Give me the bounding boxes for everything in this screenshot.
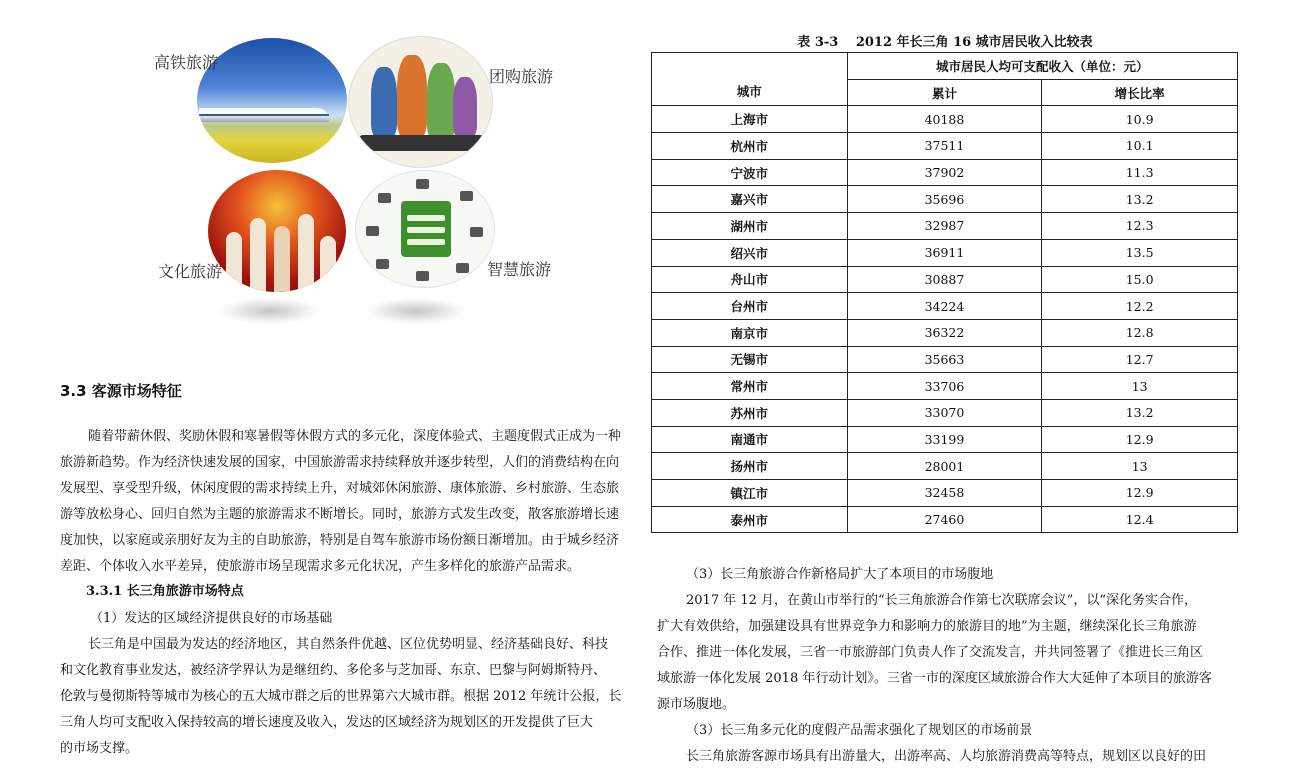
- intro-paragraph: [60, 424, 621, 580]
- point2-line: 2017 年 12 月，在黄山市举行的“长三角旅游合作第七次联席会议”，以“深化务实合作，: [686, 593, 1197, 608]
- point1-line: 的市场支撑。: [60, 741, 139, 756]
- total-cell: 33070: [847, 399, 1042, 426]
- total-cell: 32987: [847, 213, 1042, 240]
- total-cell: 36322: [847, 319, 1042, 346]
- point1-line: 长三角是中国最为发达的经济地区，其自然条件优越、区位优势明显、经济基础良好、科技: [88, 637, 609, 652]
- point1-block: [60, 606, 621, 762]
- shadow-left: [220, 298, 320, 324]
- point3-title: （3）长三角多元化的度假产品需求强化了规划区的市场前景: [686, 723, 1033, 738]
- point2-line: 扩大有效供给，加强建设具有世界竞争力和影响力的旅游目的地”为主题，继续深化长三角旅游: [657, 619, 1197, 634]
- city-cell: 南通市: [652, 426, 848, 453]
- city-cell: 绍兴市: [652, 239, 848, 266]
- table-row: [652, 453, 1238, 480]
- point2-line: 源市场腹地。: [657, 697, 736, 712]
- label-smart-tour: 智慧旅游: [487, 260, 552, 279]
- city-cell: 镇江市: [652, 480, 848, 507]
- growth-cell: 12.3: [1042, 213, 1238, 240]
- cultural-tourism-image: [208, 170, 346, 292]
- growth-cell: 12.8: [1042, 319, 1238, 346]
- city-cell: 舟山市: [652, 266, 848, 293]
- smart-tourism-diagram-image: [355, 170, 495, 288]
- point1-title: （1）发达的区域经济提供良好的市场基础: [90, 611, 333, 626]
- header-city: 城市: [652, 53, 848, 106]
- table-row: [652, 266, 1238, 293]
- table-row: [652, 373, 1238, 400]
- table-row: [652, 480, 1238, 507]
- table-row: [652, 213, 1238, 240]
- smart-hub-graphic: [401, 201, 451, 257]
- table-row: [652, 133, 1238, 160]
- growth-cell: 10.9: [1042, 106, 1238, 133]
- table-row: [652, 399, 1238, 426]
- growth-cell: 15.0: [1042, 266, 1238, 293]
- point2-line: 合作、推进一体化发展，三省一市旅游部门负责人作了交流发言，并共同签署了《推进长三角区: [657, 645, 1204, 660]
- growth-cell: 13: [1042, 373, 1238, 400]
- shadow-right: [366, 298, 466, 324]
- total-cell: 27460: [847, 506, 1042, 533]
- table-row: [652, 159, 1238, 186]
- intro-line: 旅游新趋势。作为经济快速发展的国家，中国旅游需求持续释放并逐步转型，人们的消费结构在向: [60, 455, 620, 470]
- city-cell: 宁波市: [652, 159, 848, 186]
- intro-line: 发展型、享受型升级，休闲度假的需求持续上升，对城郊休闲旅游、康体旅游、乡村旅游、生态旅: [60, 481, 620, 496]
- table-row: [652, 319, 1238, 346]
- group-tour-cartoon-image: [348, 36, 493, 168]
- intro-line: 度加快，以家庭或亲朋好友为主的自助旅游，特别是自驾车旅游市场份额日渐增加。由于城乡经济: [60, 533, 620, 548]
- total-cell: 40188: [847, 106, 1042, 133]
- table-row: [652, 293, 1238, 320]
- growth-cell: 12.7: [1042, 346, 1238, 373]
- city-cell: 上海市: [652, 106, 848, 133]
- table-body: [652, 106, 1238, 533]
- label-group-tour: 团购旅游: [489, 67, 554, 86]
- total-cell: 34224: [847, 293, 1042, 320]
- city-cell: 常州市: [652, 373, 848, 400]
- city-cell: 杭州市: [652, 133, 848, 160]
- table-row: [652, 106, 1238, 133]
- total-cell: 33199: [847, 426, 1042, 453]
- intro-line: 差距、个体收入水平差异，使旅游市场呈现需求多元化状况，产生多样化的旅游产品需求。: [60, 559, 581, 574]
- point3-line: 长三角旅游客源市场具有出游量大，出游率高、人均旅游消费高等特点，规划区以良好的田: [686, 749, 1207, 764]
- growth-cell: 12.9: [1042, 426, 1238, 453]
- growth-cell: 12.4: [1042, 506, 1238, 533]
- total-cell: 32458: [847, 480, 1042, 507]
- growth-cell: 11.3: [1042, 159, 1238, 186]
- city-cell: 台州市: [652, 293, 848, 320]
- city-cell: 南京市: [652, 319, 848, 346]
- header-income-group: 城市居民人均可支配收入（单位：元）: [847, 53, 1237, 80]
- point1-line: 三角人均可支配收入保持较高的增长速度及收入，发达的区域经济为规划区的开发提供了巨大: [60, 715, 594, 730]
- total-cell: 35663: [847, 346, 1042, 373]
- point3-block: [686, 718, 1206, 770]
- growth-cell: 12.9: [1042, 480, 1238, 507]
- total-cell: 33706: [847, 373, 1042, 400]
- label-high-speed-rail: 高铁旅游: [154, 53, 219, 72]
- high-speed-rail-image: [197, 38, 347, 163]
- total-cell: 28001: [847, 453, 1042, 480]
- point2-body: [657, 614, 1212, 718]
- table-row: [652, 239, 1238, 266]
- table-row: [652, 506, 1238, 533]
- growth-cell: 13.5: [1042, 239, 1238, 266]
- header-total: 累计: [847, 79, 1042, 106]
- section-heading: 3.3 客源市场特征: [60, 382, 182, 400]
- intro-line: 随着带薪休假、奖励休假和寒暑假等休假方式的多元化，深度体验式、主题度假式正成为一种: [88, 429, 622, 444]
- income-table: [651, 52, 1238, 533]
- city-cell: 泰州市: [652, 506, 848, 533]
- city-cell: 嘉兴市: [652, 186, 848, 213]
- point1-line: 伦敦与曼彻斯特等城市为核心的五大城市群之后的世界第六大城市群。根据 2012 年统计公报，长: [60, 689, 622, 704]
- train-graphic: [199, 108, 329, 122]
- growth-cell: 10.1: [1042, 133, 1238, 160]
- tourism-types-illustration: [140, 30, 580, 340]
- growth-cell: 13: [1042, 453, 1238, 480]
- table-row: [652, 346, 1238, 373]
- city-cell: 无锡市: [652, 346, 848, 373]
- table-caption: 表 3-3 2012 年长三角 16 城市居民收入比较表: [797, 35, 1093, 50]
- label-cultural-tour: 文化旅游: [158, 262, 223, 281]
- header-growth: 增长比率: [1042, 79, 1238, 106]
- total-cell: 37511: [847, 133, 1042, 160]
- point1-line: 和文化教育事业发达，被经济学界认为是继纽约、多伦多与芝加哥、东京、巴黎与阿姆斯特丹、: [60, 663, 607, 678]
- table-row: [652, 426, 1238, 453]
- table-row: [652, 186, 1238, 213]
- city-cell: 湖州市: [652, 213, 848, 240]
- sub-heading: 3.3.1 长三角旅游市场特点: [86, 584, 244, 599]
- total-cell: 36911: [847, 239, 1042, 266]
- growth-cell: 13.2: [1042, 399, 1238, 426]
- total-cell: 37902: [847, 159, 1042, 186]
- point2-title: （3）长三角旅游合作新格局扩大了本项目的市场腹地: [686, 567, 994, 582]
- city-cell: 扬州市: [652, 453, 848, 480]
- growth-cell: 12.2: [1042, 293, 1238, 320]
- point2-line: 域旅游一体化发展 2018 年行动计划》。三省一市的深度区域旅游合作大大延伸了本项目的旅游客: [657, 671, 1212, 686]
- total-cell: 30887: [847, 266, 1042, 293]
- point2-block: [686, 562, 1197, 614]
- city-cell: 苏州市: [652, 399, 848, 426]
- total-cell: 35696: [847, 186, 1042, 213]
- growth-cell: 13.2: [1042, 186, 1238, 213]
- intro-line: 游等放松身心、回归自然为主题的旅游需求不断增长。同时，旅游方式发生改变，散客旅游增长速: [60, 507, 620, 522]
